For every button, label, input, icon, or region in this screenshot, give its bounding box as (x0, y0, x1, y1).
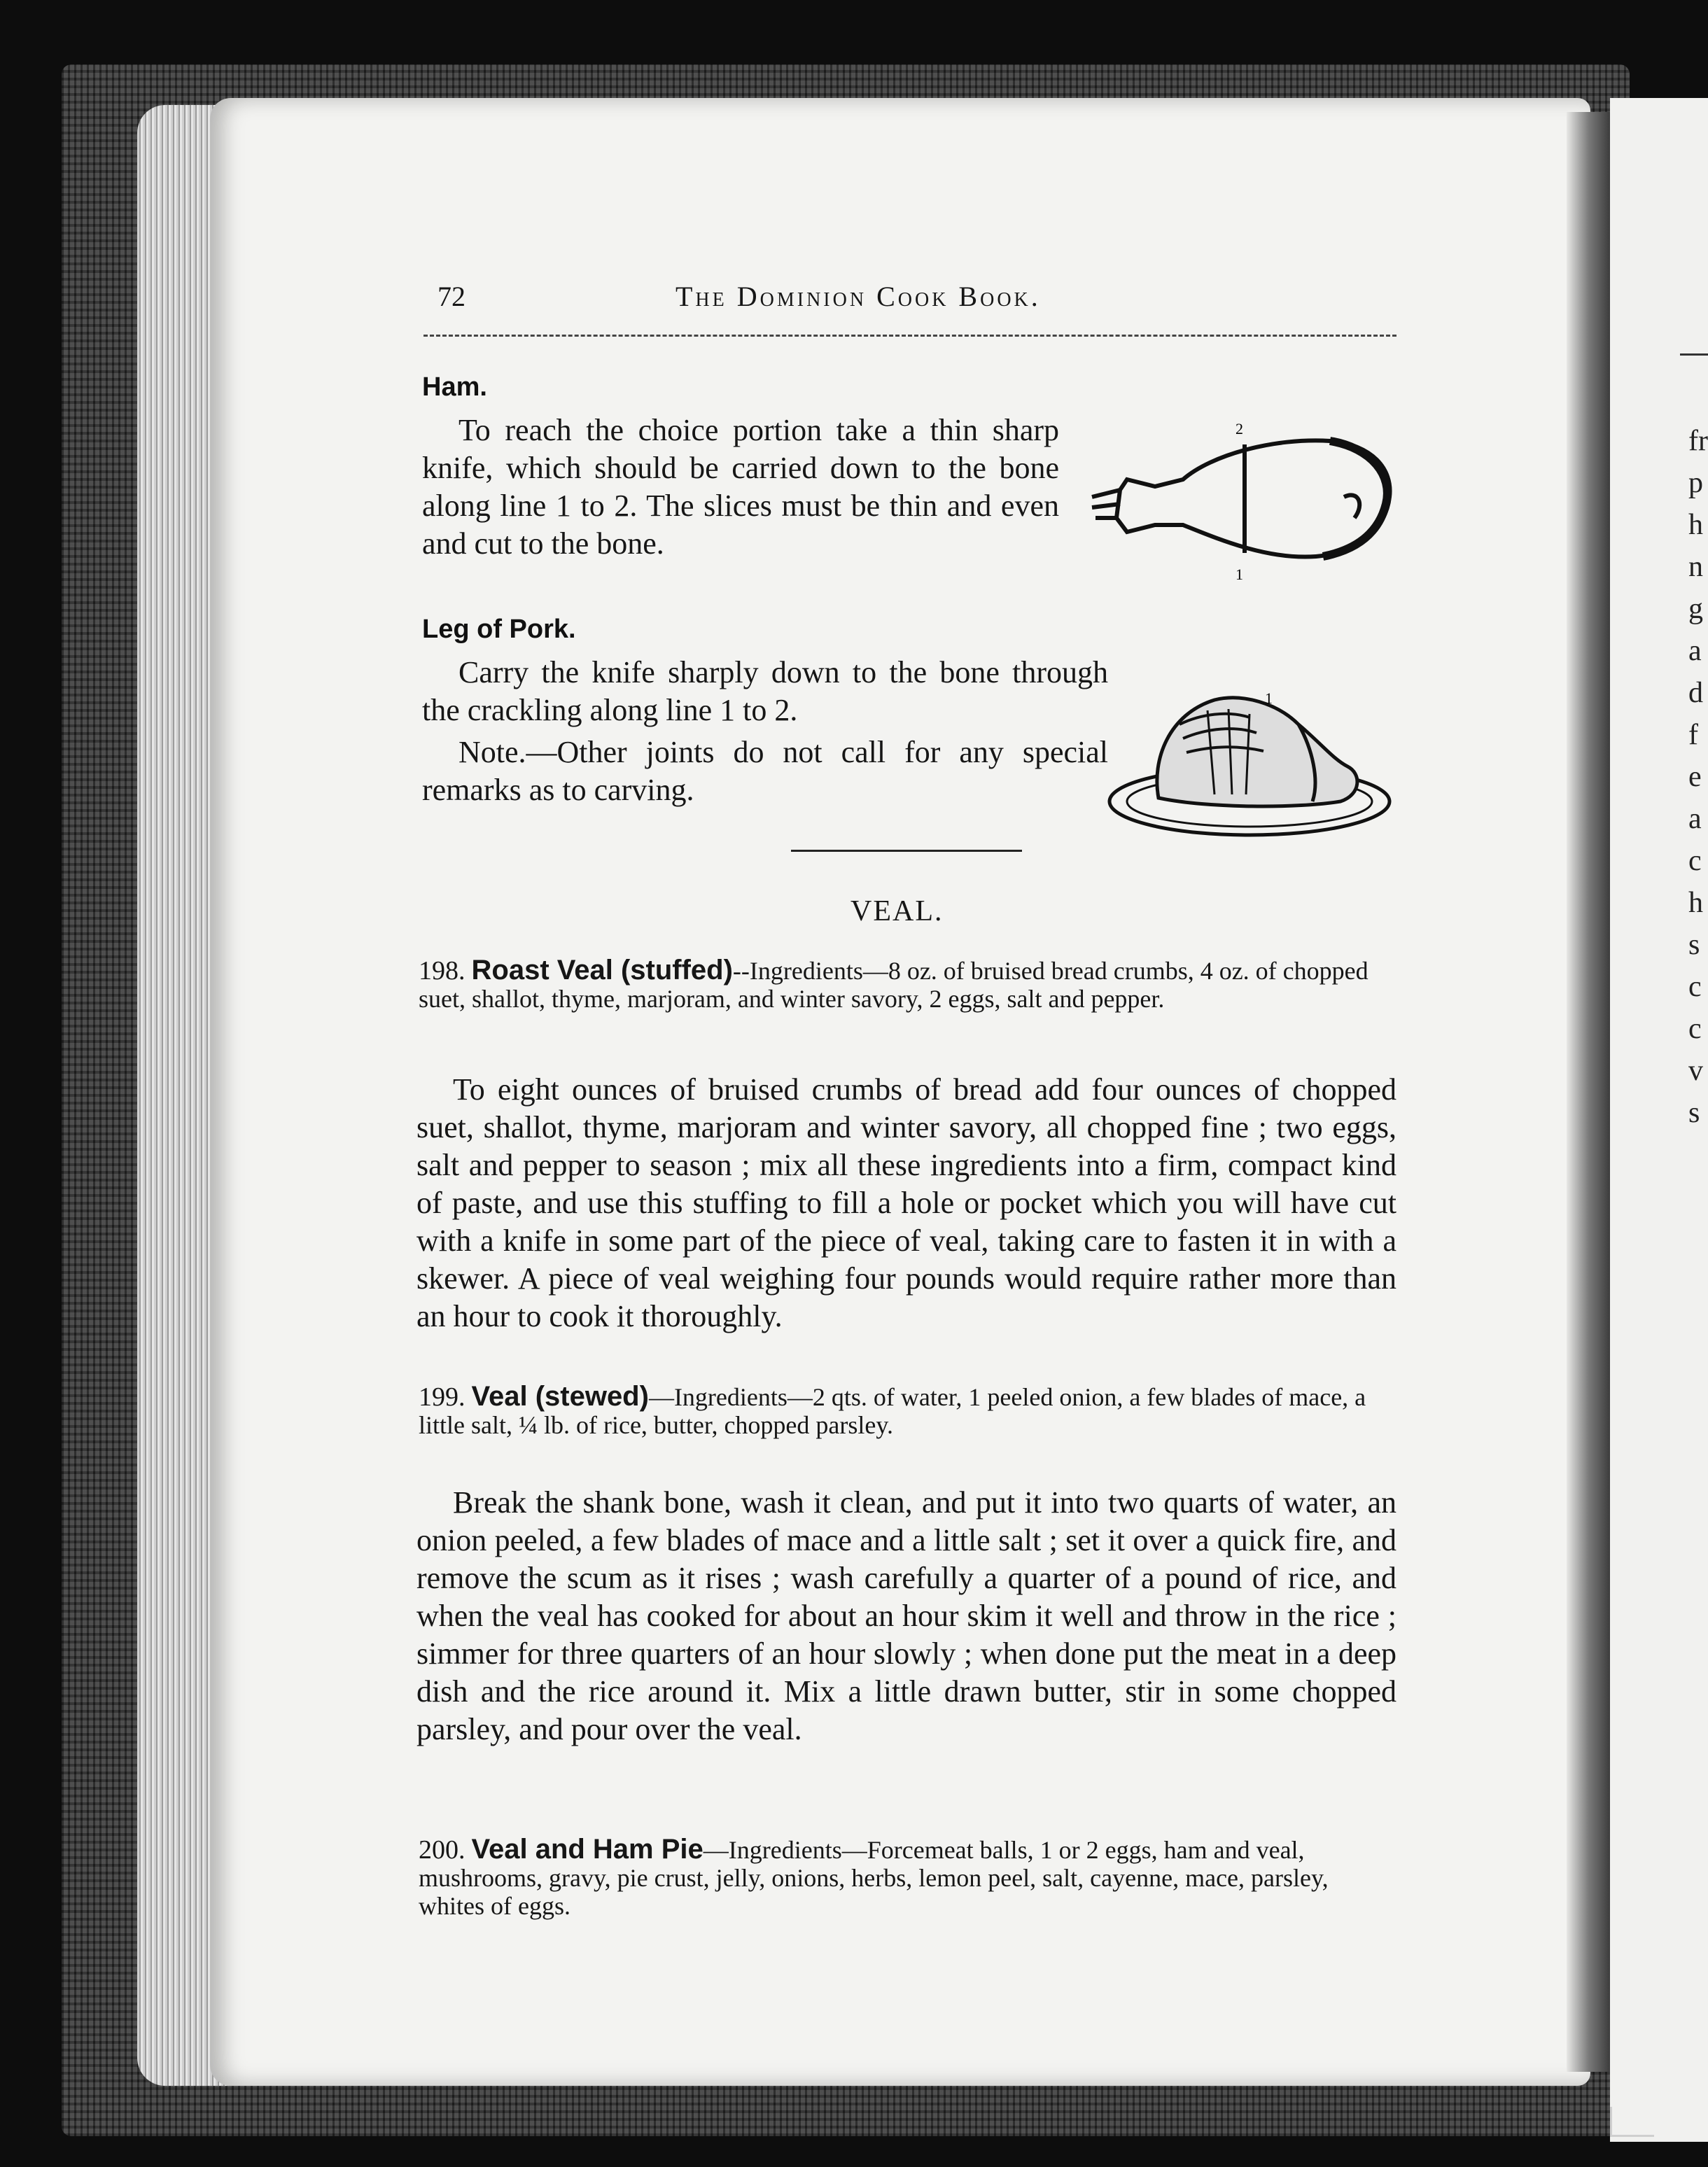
corner-mark (1610, 2107, 1654, 2137)
facing-page-fragment: s (1688, 1097, 1700, 1129)
facing-page-fragment: e (1688, 761, 1702, 793)
recipe-199-header (419, 1382, 1399, 1439)
facing-page-fragment: n (1688, 551, 1703, 583)
ham-line-start-label: 2 (1236, 420, 1243, 437)
recipe-ingredients: —Ingredients—2 qts. of water, 1 peeled onion, a few blades of mace, a little salt, ¼ lb. of rice, butter, chopped parsley. (419, 1383, 1366, 1439)
recipe-199-body (416, 1484, 1396, 1748)
section-title: VEAL. (850, 895, 944, 927)
recipe-ingredients: --Ingredients—8 oz. of bruised bread crumbs, 4 oz. of chopped suet, shallot, thyme, marjoram, and winter savory, 2 eggs, salt and pepper. (419, 957, 1368, 1013)
facing-page-rule (1680, 353, 1708, 356)
facing-page-fragment: g (1688, 593, 1703, 625)
facing-page-fragments (1688, 420, 1708, 1134)
ham-line-end-label: 1 (1236, 566, 1243, 583)
recipe-198-header (419, 956, 1399, 1013)
page-number: 72 (438, 281, 465, 312)
facing-page-fragment: c (1688, 845, 1702, 877)
facing-page-fragment: a (1688, 803, 1702, 835)
facing-page-fragment: d (1688, 677, 1703, 709)
pork-illustration (1102, 682, 1396, 843)
running-title: The Dominion Cook Book. (676, 281, 1041, 312)
facing-page-fragment: p (1688, 467, 1703, 499)
facing-page-fragment: s (1688, 929, 1700, 961)
header-rule (424, 335, 1396, 337)
ham-paragraph (422, 412, 1059, 563)
recipe-name: Roast Veal (stuffed) (471, 955, 733, 986)
pork-line-start-label: 1 (1265, 689, 1273, 707)
recipe-body: Break the shank bone, wash it clean, and put it into two quarts of water, an onion peeled, a few blades of mace and a little salt ; set it over a quick fire, and remove the scum as it rises ; wash carefully a quarter of a pound of rice, and when the veal has cooked for about an hour skim it well and throw in the rice ; simmer for three quarters of an hour slowly ; when done put the meat in a deep dish and the rice around it. Mix a little drawn butter, stir in some chopped parsley, and pour over the veal. (416, 1485, 1396, 1746)
facing-page-fragment: f (1688, 719, 1698, 751)
facing-page-fragment: c (1688, 971, 1702, 1003)
facing-page-fragment: c (1688, 1013, 1702, 1045)
facing-page-fragment: h (1688, 509, 1703, 541)
recipe-ingredients: —Ingredients—Forcemeat balls, 1 or 2 eggs, ham and veal, mushrooms, gravy, pie crust, jelly, onions, herbs, lemon peel, salt, cayenne, mace, parsley, whites of eggs. (419, 1836, 1329, 1920)
section-rule (791, 850, 1022, 852)
facing-page-fragment: fr (1688, 425, 1708, 457)
book-gutter (1567, 112, 1616, 2072)
recipe-number: 199. (419, 1382, 465, 1412)
pork-text: Carry the knife sharply down to the bone through the crackling along line 1 to 2. (422, 655, 1108, 727)
pork-heading: Leg of Pork. (422, 615, 576, 644)
recipe-number: 198. (419, 956, 465, 986)
recipe-name: Veal (stewed) (471, 1381, 649, 1412)
recipe-body: To eight ounces of bruised crumbs of bread add four ounces of chopped suet, shallot, thyme, marjoram and winter savory, all chopped fine ; two eggs, salt and pepper to season ; mix all these ingredients into a firm, compact kind of paste, and use this stuffing to fill a hole or pocket which you will have cut with a knife in some part of the piece of veal, taking care to fasten it in with a skewer. A piece of veal weighing four pounds would require rather more than an hour to cook it thoroughly. (416, 1072, 1396, 1333)
pork-paragraph (422, 654, 1108, 809)
recipe-198-body (416, 1071, 1396, 1335)
facing-page-fragment: h (1688, 887, 1703, 919)
recipe-200-header (419, 1835, 1399, 1920)
facing-page-fragment: a (1688, 635, 1702, 667)
ham-illustration (1078, 413, 1407, 595)
ham-text: To reach the choice portion take a thin sharp knife, which should be carried down to the bone along line 1 to 2. The slices must be thin and even and cut to the bone. (422, 413, 1059, 561)
recipe-number: 200. (419, 1835, 465, 1865)
ham-heading: Ham. (422, 372, 487, 402)
facing-page-fragment: v (1688, 1055, 1703, 1087)
running-head (424, 280, 1396, 322)
recipe-name: Veal and Ham Pie (471, 1834, 704, 1865)
pork-note: Note.—Other joints do not call for any special remarks as to carving. (422, 735, 1108, 807)
